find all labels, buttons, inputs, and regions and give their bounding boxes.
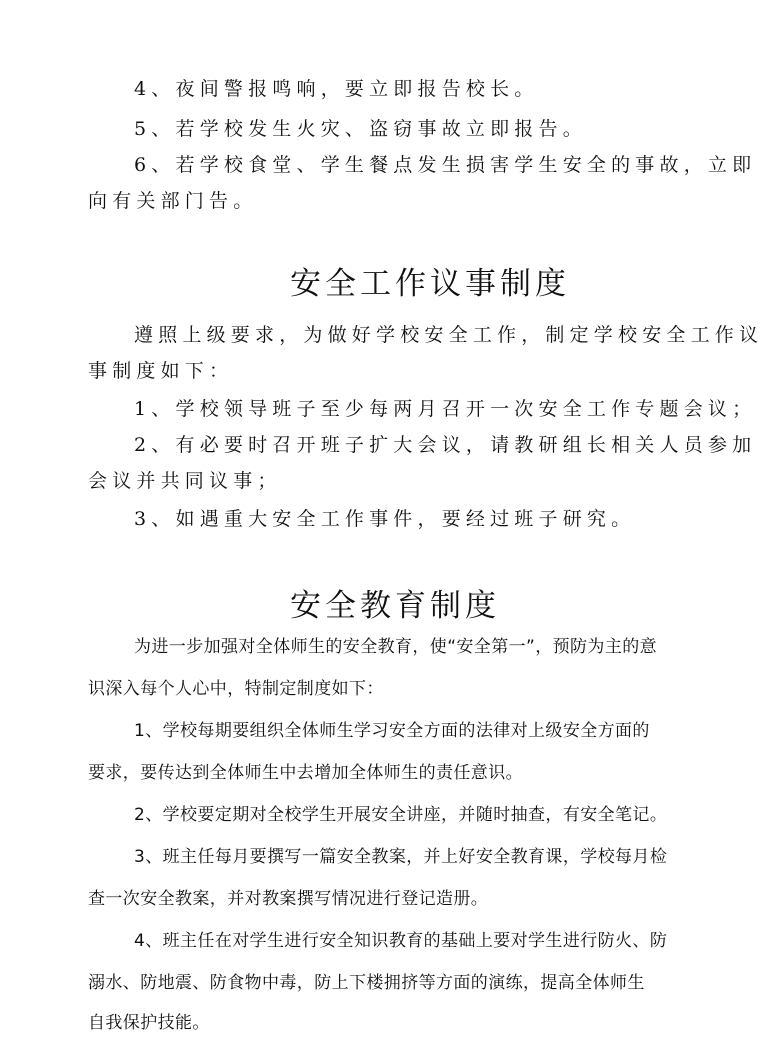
section1-item-4: 4、夜间警报鸣响，要立即报告校长。 bbox=[134, 78, 539, 100]
section2-item-2-line-2: 会议并共同议事； bbox=[88, 470, 282, 492]
section3-intro-line-2: 识深入每个人心中，特制定制度如下： bbox=[88, 679, 384, 699]
section3-intro-line-1: 为进一步加强对全体师生的安全教育，使“安全第一”，预防为主的意 bbox=[134, 637, 658, 657]
section2-title: 安全工作议事制度 bbox=[290, 266, 570, 302]
section3-item-3-line-1: 3、班主任每月要撰写一篇安全教案，并上好安全教育课，学校每月检 bbox=[134, 847, 668, 867]
section3-item-2: 2、学校要定期对全校学生开展安全讲座，并随时抽查，有安全笔记。 bbox=[134, 805, 668, 825]
section1-item-5: 5、若学校发生火灾、盗窃事故立即报告。 bbox=[134, 118, 587, 140]
section3-item-4-line-2: 溺水、防地震、防食物中毒，防上下楼拥挤等方面的演练，提高全体师生 bbox=[88, 973, 645, 993]
section1-item-6-line-1: 6、若学校食堂、学生餐点发生损害学生安全的事故，立即 bbox=[134, 154, 757, 176]
section3-item-4-line-1: 4、班主任在对学生进行安全知识教育的基础上要对学生进行防火、防 bbox=[134, 931, 668, 951]
section2-item-2-line-1: 2、有必要时召开班子扩大会议，请教研组长相关人员参加 bbox=[134, 434, 757, 456]
section3-title: 安全教育制度 bbox=[290, 588, 500, 624]
section3-item-1-line-2: 要求，要传达到全体师生中去增加全体师生的责任意识。 bbox=[88, 763, 523, 783]
section2-item-1: 1、学校领导班子至少每两月召开一次安全工作专题会议； bbox=[134, 398, 757, 420]
section3-item-1-line-1: 1、学校每期要组织全体师生学习安全方面的法律对上级安全方面的 bbox=[134, 721, 650, 741]
section1-item-6-line-2: 向有关部门告。 bbox=[88, 190, 258, 212]
section3-item-3-line-2: 查一次安全教案，并对教案撰写情况进行登记造册。 bbox=[88, 889, 489, 909]
section2-intro-line-2: 事制度如下： bbox=[88, 360, 234, 382]
section2-item-3: 3、如遇重大安全工作事件，要经过班子研究。 bbox=[134, 508, 636, 530]
section3-item-4-line-3: 自我保护技能。 bbox=[88, 1013, 210, 1033]
section2-intro-line-1: 遵照上级要求，为做好学校安全工作，制定学校安全工作议 bbox=[134, 324, 764, 346]
